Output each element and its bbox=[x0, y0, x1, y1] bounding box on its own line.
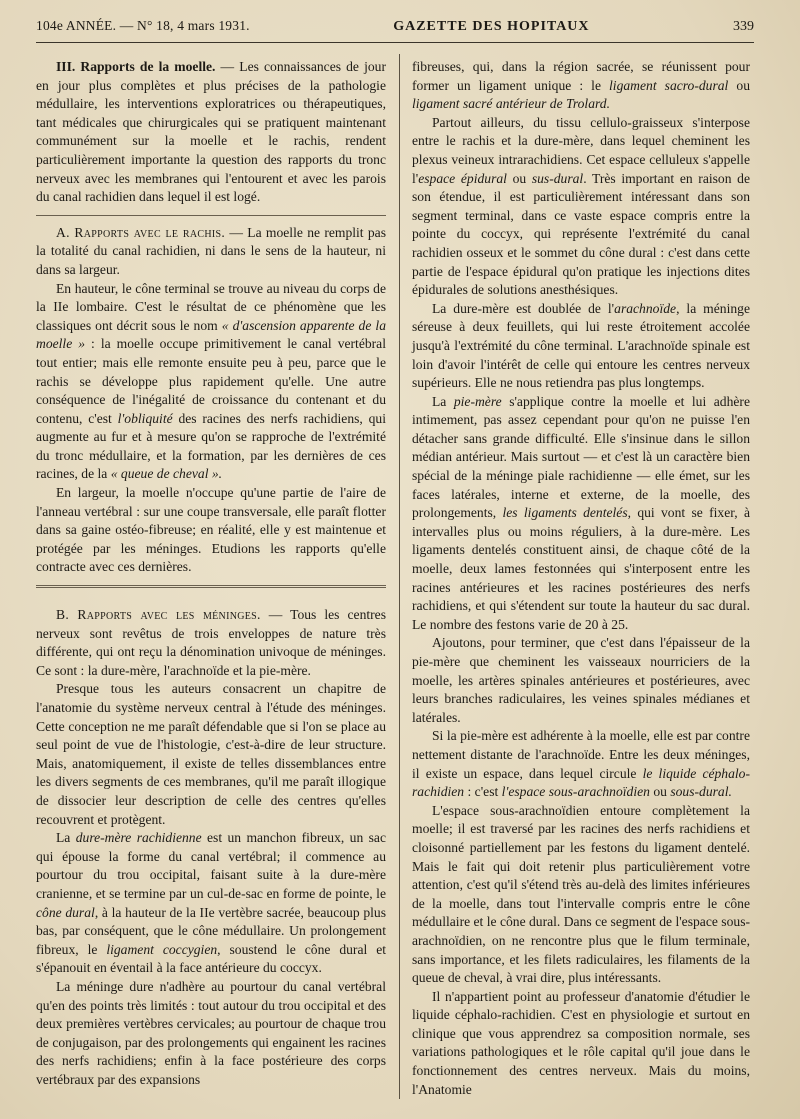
paragraph-partout: Partout ailleurs, du tissu cellulo-graisseux s'interpose entre le rachis et la dure-mère, dans lequel cheminent les plexus veineux intrarachidiens. Cet espace celluleux s'appelle l'espace épidural ou sus-dural. Très important en raison de son étendue, il est particulièrement intéressant dans son segment terminal, dans ce vaste espace compris entre la pointe du coccyx, qui représente l'extrémité du canal rachidien osseux et le sommet du cône dural : c'est dans cette partie de l'espace épidural qu'on pratique les injections dites épidurales de solutions anesthésiques. bbox=[412, 114, 751, 298]
paragraph-arachnoide: La dure-mère est doublée de l'arachnoïde, la méninge séreuse à deux feuillets, qui lui reste étroitement accolée jusqu'à l'extrémité du cône terminal. L'arachnoïde spinale est loin d'avoir l'intérêt de celle qui entoure les centres nerveux supérieurs. Elle ne nous retiendra pas plus longtemps. bbox=[412, 300, 750, 391]
paragraph-liquide: Si la pie-mère est adhérente à la moelle, elle est par contre nettement distante de l'arachnoïde. Entre les deux méninges, il existe un espace, dans lequel circule le liquide céphalo-rachidien : c'est l'espace sous-arachnoïdien ou sous-dural. bbox=[412, 728, 751, 800]
section-b-paragraph: B. Rapports avec les méninges. — Tous les centres nerveux sont revêtus de trois enveloppes de nature très différente, qui ont reçu la dénomination univoque de méninges. Ce sont : la dure-mère, l'arachnoïde et la pie-mère. bbox=[36, 607, 386, 678]
paragraph-espace-sous-arachnoidien: L'espace sous-arachnoïdien entoure complètement la moelle; il est traversé par les racines des nerfs rachidiens et cloisonné partiellement par les festons du ligament dentelé. Mais le fait qui doit retenir plus particulièrement votre attention, c'est qu'il s'étend très au-delà des limites inférieures de la moelle, dans tout l'intervalle compris entre le cône médullaire et le cône dural. Dans ce segment de l'espace sous-arachnoïdien, on ne rencontre plus que le filum terminale, sans importance, et les filets radiculaires, les filaments de la queue de cheval, à vrai dire, plus intéressants. bbox=[412, 802, 751, 986]
paragraph-meninge-dure: La méninge dure n'adhère au pourtour du canal vertébral qu'en des points très limités : tout autour du trou occipital et des deux premières vertèbres cervicales; au pourtour de chaque trou de conjugaison, par des prolongements qui engainent les racines des nerfs rachidiens; enfin à la face postérieure des corps vertébraux par des expansions bbox=[36, 978, 386, 1087]
page-header bbox=[36, 18, 754, 40]
section-title: III. Rapports de la moelle. bbox=[56, 59, 216, 74]
paragraph-ajoutons: Ajoutons, pour terminer, que c'est dans l'épaisseur de la pie-mère que cheminent les vaisseaux nourriciers de la moelle, les artères spinales antérieures et postérieures, avec leurs branches radiculaires, les veines spinales médianes et latérales. bbox=[412, 635, 750, 725]
paragraph-hauteur: En hauteur, le cône terminal se trouve au niveau du corps de la IIe lombaire. C'est le résultat de ce phénomène que les classiques ont décrit sous le nom « d'ascension apparente de la moelle » : la moelle occupe primitivement le canal vertébral tout entier; mais elle remonte ensuite peu à peu, parce que le rachis se développe plus rapidement qu'elle. Une autre conséquence de l'inégalité de croissance du contenant et du contenu, c'est l'obliquité des racines des nerfs rachidiens, qui augmente au fur et à mesure qu'on se rapproche de l'extrémité du tronc médullaire, et la formation, par les dernières de ces racines, de la « queue de cheval ». bbox=[36, 280, 386, 482]
column-divider bbox=[399, 54, 400, 1099]
separator bbox=[36, 585, 386, 588]
right-column bbox=[412, 58, 750, 1099]
paragraph-dure-mere: La dure-mère rachidienne est un manchon fibreux, un sac qui épouse la forme du canal vertébral; il commence au pourtour du trou occipital, faisant suite à la dure-mère cranienne, et se termine par un cul-de-sac en forme de pointe, le cône dural, à la hauteur de la IIe vertèbre sacrée, beaucoup plus bas, par conséquent, que le cône médullaire. Un prolongement fibreux, le ligament coccygien, soustend le cône dural et s'épanouit en éventail à la face antérieure du coccyx. bbox=[36, 830, 386, 976]
paragraph-pie-mere: La pie-mère s'applique contre la moelle et lui adhère intimement, pas assez cependant pour qu'on ne puisse l'en détacher sans grande difficulté. Elle s'insinue dans le sillon médian antérieur. Mais surtout — et c'est là un caractère bien spécial de la méninge piale rachidienne — elle émet, sur les faces latérales, interne et externe, de la moelle, des prolongements, les ligaments dentelés, qui vont se fixer, à intervalles plus ou moins réguliers, à la dure-mère. Les ligaments dentelés constituent ainsi, de chaque côté de la moelle, deux lames festonnées qui s'interposent entre les racines antérieures et les racines postérieures des nerfs rachidiens, et qui s'étendent sur toute la hauteur du sac dural. Le nombre des festons varie de 20 à 25. bbox=[412, 393, 750, 632]
section-iii-paragraph: III. Rapports de la moelle. — Les connaissances de jour en jour plus complètes et plus précises de la pathologie médullaire, les interventions exploratrices ou thérapeutiques, tant médicales que chirurgicales qui se pratiquent maintenant communément sur la moelle et le rachis, rendent particulièrement importante la question des rapports du tronc nerveux avec les membranes qui l'entourent et avec les parois du canal rachidien dans lequel il est logé. bbox=[36, 59, 386, 205]
journal-title: GAZETTE DES HOPITAUX bbox=[393, 19, 590, 34]
paragraph-continuation: fibreuses, qui, dans la région sacrée, se réunissent pour former un ligament unique : le ligament sacro-dural ou ligament sacré antérieur de Trolard. bbox=[412, 59, 750, 112]
page-number: 339 bbox=[733, 19, 754, 34]
section-a-paragraph: A. Rapports avec le rachis. — La moelle ne remplit pas la totalité du canal rachidien, ni dans le sens de la hauteur, ni dans sa largeur. bbox=[36, 224, 386, 277]
paragraph-presque: Presque tous les auteurs consacrent un chapitre de l'anatomie du système nerveux central à l'étude des méninges. Cette conception ne me paraît défendable que si l'on se place au seul point de vue de l'histologie, c'est-à-dire de leur structure. Mais, anatomiquement, il existe de telles dissemblances entre les divers segments de ces membranes, qu'il me paraît illogique de dissocier leur description de celle des centres qu'elles recouvrent et protègent. bbox=[36, 681, 386, 827]
header-rule bbox=[36, 42, 754, 43]
section-a-heading: A. Rapports avec le rachis. bbox=[56, 224, 226, 240]
section-b-heading: B. Rapports avec les méninges. bbox=[56, 607, 261, 623]
issue-info: 104e ANNÉE. — N° 18, 4 mars 1931. bbox=[36, 18, 250, 33]
paragraph-largeur: En largeur, la moelle n'occupe qu'une partie de l'aire de l'anneau vertébral : sur une coupe transversale, elle paraît flotter dans sa gaine ostéo-fibreuse; en réalité, elle y est maintenue et protégée par les méninges. Etudions les rapports qu'elle contracte avec ces dernières. bbox=[36, 485, 386, 575]
left-column bbox=[36, 58, 386, 1089]
paragraph-physiologie: Il n'appartient point au professeur d'anatomie d'étudier le liquide céphalo-rachidien. C'est en physiologie et surtout en clinique que vous apprendrez sa composition normale, ses variations pathologiques et le rôle capital qu'il joue dans le fonctionnement des centres nerveux. Mais du moins, l'Anatomie bbox=[412, 988, 750, 1097]
separator bbox=[36, 215, 386, 216]
